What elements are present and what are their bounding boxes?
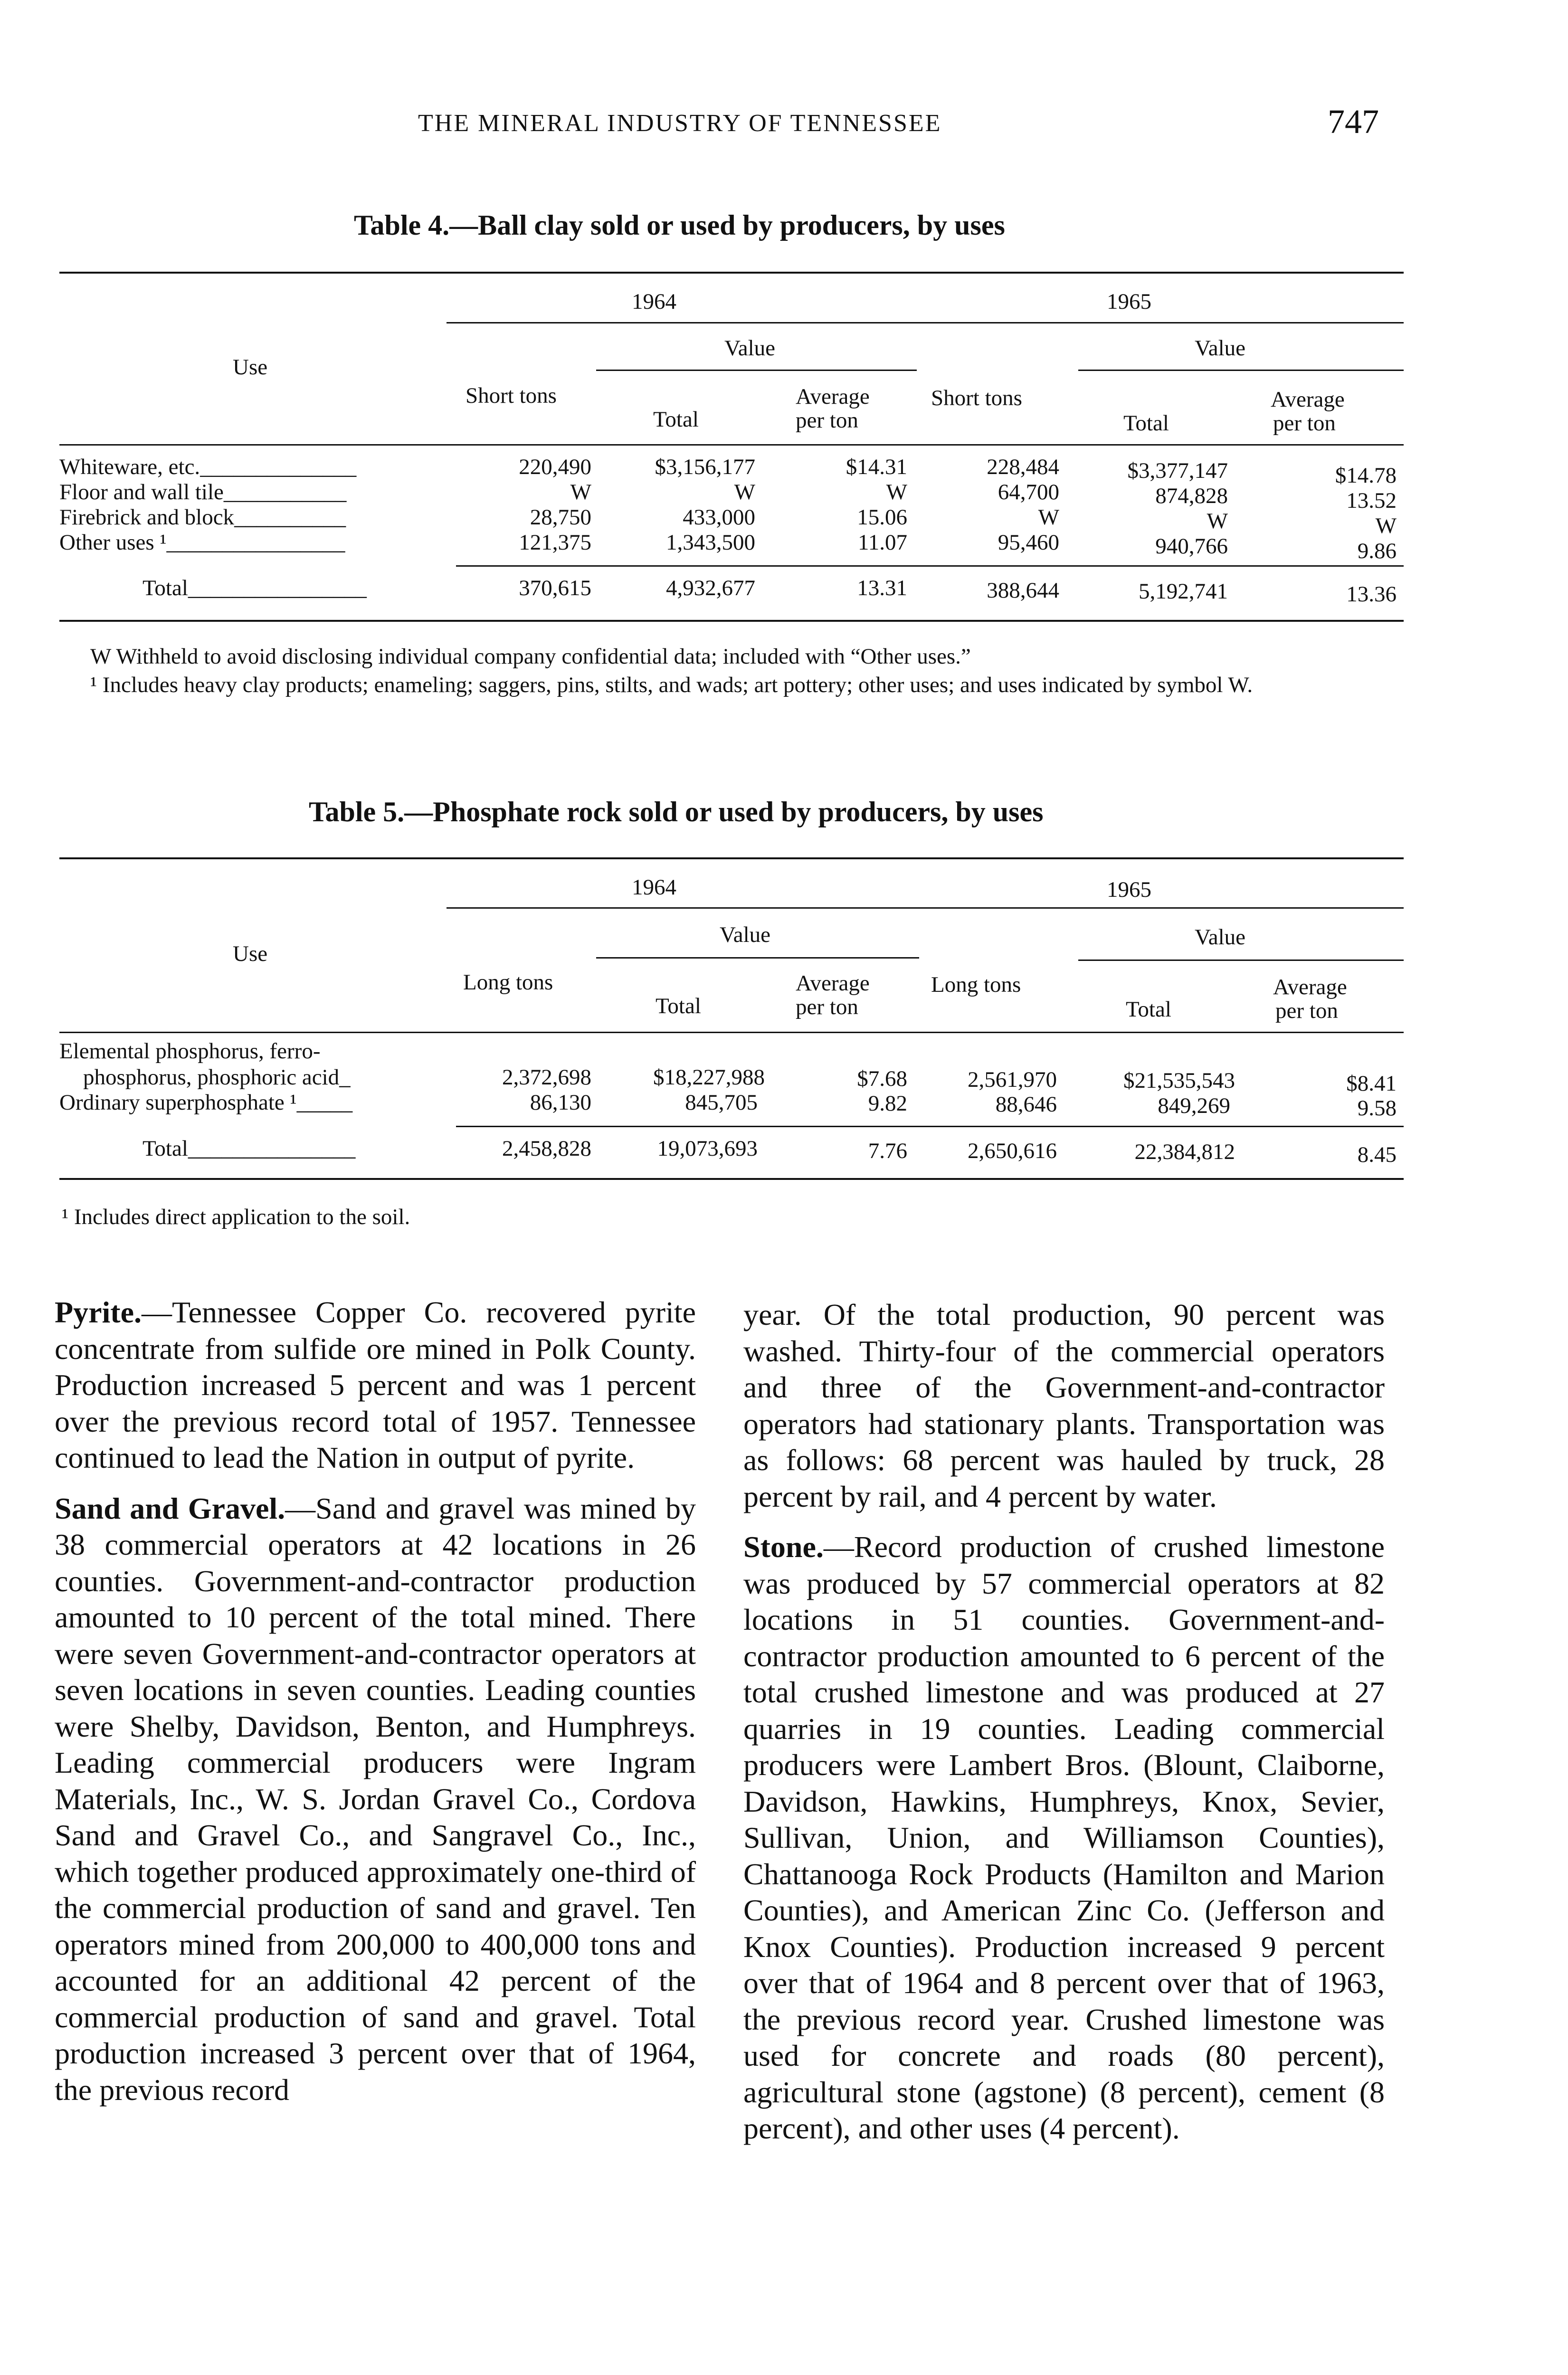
t5-value-rule-1964: [596, 957, 919, 959]
t5-cell: 9.58: [1357, 1096, 1397, 1121]
t4-year-1964: 1964: [632, 289, 676, 314]
t4-avg-header-1964-b: per ton: [796, 408, 858, 433]
t4-note-1: ¹ Includes heavy clay products; enameling; saggers, pins, stilts, and wads; art pottery; other uses; and uses indicated by symbol W.: [90, 673, 1253, 697]
t5-avg-header-1964: Average: [796, 971, 870, 996]
t4-cell: 1,343,500: [666, 530, 755, 555]
t5-value-header-1965: Value: [1195, 925, 1246, 950]
t4-value-rule-1965: [1078, 370, 1404, 371]
t4-cell: $3,377,147: [1127, 458, 1228, 483]
table-4-top-rule: [59, 272, 1404, 274]
t4-cell: 121,375: [519, 530, 591, 555]
t4-cell: $14.78: [1335, 463, 1397, 488]
body-column-right: [743, 1297, 1385, 2161]
t5-avg-header-1964-b: per ton: [796, 995, 858, 1019]
t5-value-rule-1965: [1078, 960, 1404, 961]
t4-cell: W: [734, 480, 755, 504]
t4-value-header-1964: Value: [724, 336, 776, 361]
t4-total-label: Total________________: [143, 576, 367, 600]
t4-cell: 28,750: [530, 505, 591, 530]
t4-cell: 433,000: [683, 505, 755, 530]
t5-cell: 2,561,970: [968, 1067, 1057, 1092]
t5-cell: 2,650,616: [968, 1139, 1057, 1163]
running-head: THE MINERAL INDUSTRY OF TENNESSEE: [418, 110, 942, 137]
t4-avg-header-1965-b: per ton: [1273, 411, 1336, 436]
t5-avg-header-1965-b: per ton: [1275, 998, 1338, 1023]
t4-cell: 95,460: [998, 530, 1059, 555]
t5-value-header-1964: Value: [720, 922, 771, 947]
t4-cell: W: [886, 480, 907, 504]
t4-cell: 940,766: [1155, 534, 1228, 559]
t5-row-label-line2: phosphorus, phosphoric acid_: [83, 1065, 351, 1090]
table-4-title: Table 4.—Ball clay sold or used by producers, by uses: [354, 209, 1005, 241]
t4-cell: 9.86: [1357, 539, 1397, 563]
paragraph-pyrite: Pyrite.—Tennessee Copper Co. recovered pyrite concentrate from sulfide ore mined in Polk County. Production increased 5 percent and was 1 percent over the previous record total of 1957. Tennessee continued to lead the Nation in output of pyrite.: [55, 1295, 696, 1474]
t4-cell: 15.06: [857, 505, 907, 530]
paragraph-stone: Stone.—Record production of crushed limestone was produced by 57 commercial operators at 82 locations in 51 counties. Government-and-contractor production amounted to 6 percent of the total crushed limestone and was produced at 27 quarries in 19 counties. Leading commercial producers were Lambert Bros. (Blount, Claiborne, Davidson, Hawkins, Humphreys, Knox, Sevier, Sullivan, Union, and Williamson Counties), Chattanooga Rock Products (Hamilton and Marion Counties), and American Zinc Co. (Jefferson and Knox Counties). Production increased 9 percent over that of 1964 and 8 percent over that of 1963, the previous record year. Crushed limestone was used for concrete and roads (80 percent), agricultural stone (agstone) (8 percent), cement (8 percent), and other uses (4 percent).: [743, 1530, 1385, 2145]
t4-cell: W: [1038, 505, 1059, 530]
t4-cell: $3,156,177: [655, 455, 755, 479]
t5-cell: 9.82: [868, 1091, 907, 1116]
t4-row-label: Firebrick and block__________: [59, 505, 346, 530]
t5-bottom-rule: [59, 1178, 1404, 1180]
t5-total-rule: [456, 1126, 1404, 1127]
t4-avg-header-1965: Average: [1271, 387, 1345, 412]
t5-avg-header-1965: Average: [1273, 975, 1347, 999]
t4-cell: 874,828: [1155, 484, 1228, 508]
t5-year-rule: [447, 907, 1404, 909]
t4-value-header-1965: Value: [1195, 336, 1246, 361]
t5-cell: 19,073,693: [657, 1136, 758, 1161]
t5-total-header-1965: Total: [1126, 997, 1171, 1022]
t4-cell: 5,192,741: [1139, 579, 1228, 604]
t5-cell: 8.45: [1357, 1142, 1397, 1167]
t5-year-1965: 1965: [1107, 877, 1151, 902]
t5-cell: $8.41: [1346, 1071, 1397, 1096]
t4-qty-header-1965: Short tons: [931, 386, 1022, 410]
t4-cell: 220,490: [519, 455, 591, 479]
t4-cell: 4,932,677: [666, 576, 755, 600]
t5-year-1964: 1964: [632, 875, 676, 900]
t5-cell: 88,646: [995, 1092, 1057, 1117]
t4-cell: W: [1375, 513, 1397, 538]
t5-cell: 22,384,812: [1134, 1140, 1235, 1164]
t5-cell: 2,372,698: [502, 1065, 591, 1090]
t4-cell: 11.07: [857, 530, 907, 555]
page-number: 747: [1328, 103, 1379, 141]
t5-row-label: Ordinary superphosphate ¹_____: [59, 1090, 353, 1115]
t5-cell: 845,705: [685, 1090, 758, 1115]
t5-qty-header-1965: Long tons: [931, 972, 1021, 997]
t4-total-header-1965: Total: [1123, 411, 1169, 436]
t4-value-rule-1964: [596, 370, 917, 371]
table-5-title: Table 5.—Phosphate rock sold or used by producers, by uses: [309, 796, 1044, 827]
t4-row-label: Other uses ¹________________: [59, 530, 345, 555]
t4-cell: $14.31: [846, 455, 907, 479]
paragraph-sand-gravel: Sand and Gravel.—Sand and gravel was mined by 38 commercial operators at 42 locations in 26 counties. Government-and-contractor production amounted to 10 percent of the total mined. There were seven Government-and-contractor operators at seven locations in seven counties. Leading counties were Shelby, Davidson, Benton, and Humphreys. Leading commercial producers were Ingram Materials, Inc., W. S. Jordan Gravel Co., Cordova Sand and Gravel Co., and Sangravel Co., Inc., which together produced approximately one-third of the commercial production of sand and gravel. Ten operators mined from 200,000 to 400,000 tons and accounted for an additional 42 percent of the commercial production of sand and gravel. Total production increased 3 percent over that of 1964, the previous record: [55, 1491, 696, 2107]
t4-cell: 64,700: [998, 480, 1059, 504]
t4-year-rule: [447, 322, 1404, 323]
t5-cell: $21,535,543: [1123, 1068, 1235, 1093]
t4-cell: 228,484: [987, 455, 1059, 479]
t5-note-1: ¹ Includes direct application to the soil.: [62, 1205, 410, 1229]
t4-note-w: W Withheld to avoid disclosing individual company confidential data; included with “Other uses.”: [90, 644, 971, 669]
t4-cell: 370,615: [519, 576, 591, 600]
t4-bottom-rule: [59, 620, 1404, 622]
t5-cell: 849,269: [1158, 1093, 1230, 1118]
t5-qty-header-1964: Long tons: [463, 970, 553, 995]
t5-use-header: Use: [233, 941, 268, 966]
body-column-left: [55, 1294, 696, 2122]
t4-cell: 13.31: [857, 576, 907, 600]
t5-cell: $18,227,988: [653, 1065, 765, 1090]
t4-cell: W: [570, 480, 591, 504]
t4-use-header: Use: [233, 355, 268, 380]
t5-cell: 7.76: [868, 1139, 907, 1163]
t5-cell: 2,458,828: [502, 1136, 591, 1161]
paragraph-continued: year. Of the total production, 90 percent was washed. Thirty-four of the commercial operators and three of the Government-and-contractor operators had stationary plants. Transportation was as follows: 68 percent was hauled by truck, 28 percent by rail, and 4 percent by water.: [743, 1298, 1385, 1513]
t5-cell: $7.68: [857, 1066, 907, 1091]
t4-row-label: Whiteware, etc.______________: [59, 455, 357, 479]
t4-row-label: Floor and wall tile___________: [59, 480, 347, 504]
table-5-top-rule: [59, 857, 1404, 859]
t4-year-1965: 1965: [1107, 289, 1151, 314]
t5-row-label-line1: Elemental phosphorus, ferro-: [59, 1039, 321, 1064]
t4-cell: W: [1207, 509, 1228, 533]
t4-total-rule: [456, 565, 1404, 567]
t5-cell: 86,130: [530, 1090, 591, 1115]
t5-total-label: Total_______________: [143, 1136, 356, 1161]
t4-total-header-1964: Total: [653, 407, 699, 432]
t4-cell: 13.36: [1346, 582, 1397, 607]
t4-cell: 388,644: [987, 578, 1059, 603]
t4-header-rule: [59, 444, 1404, 446]
t5-total-header-1964: Total: [656, 994, 701, 1018]
t5-header-rule: [59, 1032, 1404, 1033]
t4-qty-header-1964: Short tons: [466, 383, 557, 408]
t4-avg-header-1964: Average: [796, 384, 870, 409]
t4-cell: 13.52: [1346, 488, 1397, 513]
